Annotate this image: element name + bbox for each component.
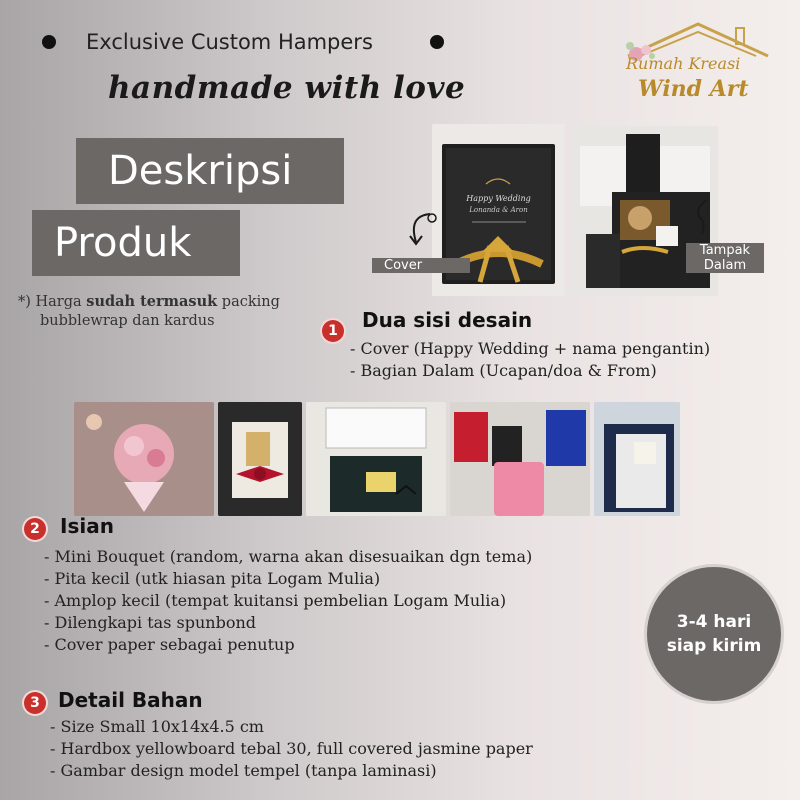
list-item: - Pita kecil (utk hiasan pita Logam Mulia) — [44, 569, 381, 588]
photo-cover-paper — [594, 402, 680, 516]
photo-mini-bouquet — [74, 402, 214, 516]
title-box-produk — [32, 210, 240, 276]
list-item: - Size Small 10x14x4.5 cm — [50, 717, 264, 736]
section-title-3: Detail Bahan — [58, 688, 203, 712]
label-inside-line2: Dalam — [686, 258, 764, 273]
list-item: - Gambar design model tempel (tanpa laminasi) — [50, 761, 437, 780]
section-number-2: 2 — [24, 518, 46, 540]
badge-line2: siap kirim — [666, 636, 762, 656]
curved-arrow-icon — [690, 196, 720, 236]
logo-line1: Rumah Kreasi — [626, 54, 741, 73]
price-note — [18, 292, 318, 331]
bullet-right — [430, 35, 444, 49]
list-item: - Cover paper sebagai penutup — [44, 635, 295, 654]
photo-gold-ribbon — [218, 402, 302, 516]
note-bold: sudah termasuk — [86, 293, 218, 310]
label-cover: Cover — [372, 258, 470, 273]
photo-envelope — [306, 402, 446, 516]
label-inside-line1: Tampak — [686, 243, 764, 258]
photo-strip — [74, 402, 680, 516]
box-print-line2: Lonanda & Aron — [469, 206, 528, 214]
section-list-3 — [50, 716, 533, 782]
brand-logo — [618, 16, 778, 108]
section-title-1: Dua sisi desain — [362, 308, 533, 332]
box-print-line1: Happy Wedding — [466, 194, 531, 203]
bullet-left — [42, 35, 56, 49]
list-item: - Amplop kecil (tempat kuitansi pembelian Logam Mulia) — [44, 591, 507, 610]
shipping-badge — [644, 564, 784, 704]
header-title: Exclusive Custom Hampers — [86, 30, 373, 54]
list-item: - Mini Bouquet (random, warna akan disesuaikan dgn tema) — [44, 547, 533, 566]
badge-line1: 3-4 hari — [676, 612, 752, 632]
list-item: - Hardbox yellowboard tebal 30, full covered jasmine paper — [50, 739, 533, 758]
title-box-deskripsi — [76, 138, 344, 204]
note-prefix: *) Harga — [18, 294, 87, 310]
logo-line2: Wind Art — [638, 76, 749, 102]
list-item: - Dilengkapi tas spunbond — [44, 613, 256, 632]
note-suffix: packing — [217, 294, 280, 310]
title-line1: Deskripsi — [108, 148, 293, 194]
photo-spunbond-bags — [450, 402, 590, 516]
section-number-1: 1 — [322, 320, 344, 342]
note-line2: bubblewrap dan kardus — [40, 313, 215, 329]
tagline: handmade with love — [108, 70, 466, 106]
list-item: - Cover (Happy Wedding + nama pengantin) — [350, 339, 711, 358]
section-number-3: 3 — [24, 692, 46, 714]
section-list-1 — [350, 338, 710, 382]
list-item: - Bagian Dalam (Ucapan/doa & From) — [350, 361, 657, 380]
curved-arrow-icon — [404, 208, 444, 248]
title-line2: Produk — [54, 220, 192, 266]
section-list-2 — [44, 546, 532, 656]
section-title-2: Isian — [60, 514, 114, 538]
